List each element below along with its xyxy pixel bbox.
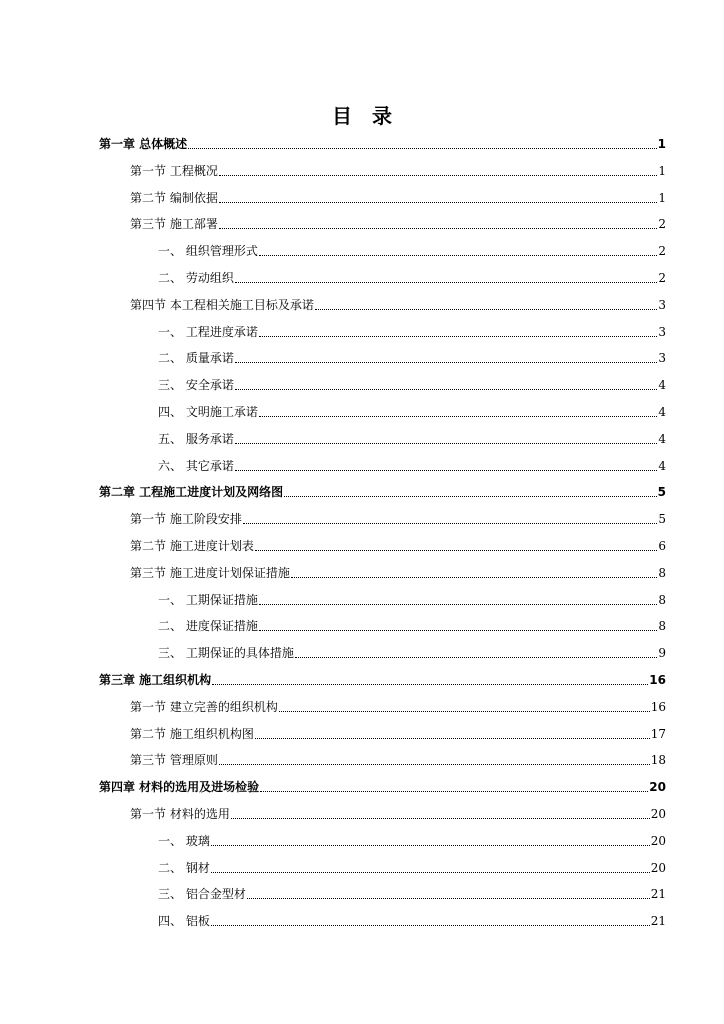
dot-leader — [219, 174, 658, 176]
toc-chapter-entry[interactable] — [99, 670, 666, 688]
toc-page-number: 20 — [650, 807, 666, 821]
toc-page-number: 2 — [658, 217, 666, 232]
toc-page-number: 21 — [650, 887, 666, 902]
toc-entry-label: 第二节 施工进度计划表 — [130, 539, 254, 553]
toc-chapter-entry[interactable] — [99, 134, 666, 152]
toc-page-number: 2 — [658, 271, 666, 285]
toc-section-entry[interactable] — [130, 724, 666, 742]
dot-leader — [219, 227, 658, 229]
toc-subsection-entry[interactable] — [158, 456, 666, 474]
dot-leader — [259, 603, 658, 605]
toc-section-entry[interactable] — [130, 161, 666, 179]
toc-page-number: 1 — [658, 190, 666, 205]
toc-page-number: 9 — [658, 646, 666, 661]
toc-page-number: 4 — [658, 458, 666, 473]
toc-entry-label: 三、 安全承诺 — [158, 378, 234, 393]
toc-entry-label: 一、 组织管理形式 — [158, 244, 258, 259]
toc-entry-label: 二、 劳动组织 — [158, 271, 234, 285]
toc-page-number: 21 — [650, 914, 666, 929]
toc-subsection-entry[interactable] — [158, 429, 666, 447]
dot-leader — [188, 147, 656, 149]
toc-subsection-entry[interactable] — [158, 402, 666, 420]
toc-entry-label: 第一节 施工阶段安排 — [130, 512, 242, 527]
toc-subsection-entry[interactable] — [158, 911, 666, 929]
dot-leader — [255, 737, 650, 739]
toc-entry-label: 五、 服务承诺 — [158, 431, 234, 446]
dot-leader — [235, 281, 658, 283]
dot-leader — [219, 763, 650, 765]
dot-leader — [295, 656, 658, 658]
toc-section-entry[interactable] — [130, 536, 666, 554]
toc-page-number: 16 — [650, 699, 666, 714]
toc-chapter-entry[interactable] — [99, 777, 666, 795]
dot-leader — [255, 549, 658, 551]
toc-page-number: 6 — [658, 539, 666, 553]
toc-entry-label: 第三节 施工部署 — [130, 217, 218, 232]
toc-entry-label: 三、 铝合金型材 — [158, 887, 246, 902]
toc-page-number: 17 — [650, 726, 666, 741]
toc-subsection-entry[interactable] — [158, 268, 666, 286]
toc-section-entry[interactable] — [130, 188, 666, 206]
dot-leader — [235, 442, 658, 444]
toc-section-entry[interactable] — [130, 697, 666, 715]
toc-page-number: 5 — [658, 512, 666, 527]
toc-section-entry[interactable] — [130, 509, 666, 527]
toc-page-number: 8 — [658, 565, 666, 580]
toc-entry-label: 四、 铝板 — [158, 914, 210, 929]
toc-entry-label: 第二章 工程施工进度计划及网络图 — [99, 485, 284, 500]
toc-subsection-entry[interactable] — [158, 858, 666, 876]
dot-leader — [235, 469, 658, 471]
toc-entry-label: 第一节 建立完善的组织机构 — [130, 699, 278, 714]
toc-entry-label: 三、 工期保证的具体措施 — [158, 646, 294, 661]
toc-section-entry[interactable] — [130, 295, 666, 313]
dot-leader — [235, 361, 658, 363]
toc-entry-label: 六、 其它承诺 — [158, 458, 234, 473]
toc-entry-label: 第三节 施工进度计划保证措施 — [130, 565, 290, 580]
toc-page-number: 3 — [658, 324, 666, 339]
toc-section-entry[interactable] — [130, 214, 666, 232]
dot-leader — [243, 522, 658, 524]
toc-entry-label: 一、 玻璃 — [158, 833, 210, 848]
toc-entry-label: 第二节 施工组织机构图 — [130, 726, 254, 741]
toc-subsection-entry[interactable] — [158, 884, 666, 902]
toc-subsection-entry[interactable] — [158, 375, 666, 393]
toc-entry-label: 二、 进度保证措施 — [158, 619, 258, 634]
toc-entry-label: 一、 工程进度承诺 — [158, 324, 258, 339]
toc-entry-label: 二、 质量承诺 — [158, 351, 234, 366]
dot-leader — [259, 335, 658, 337]
toc-page-number: 3 — [658, 297, 666, 312]
toc-page-number: 4 — [658, 431, 666, 446]
toc-section-entry[interactable] — [130, 563, 666, 581]
toc-subsection-entry[interactable] — [158, 643, 666, 661]
toc-entry-label: 第四节 本工程相关施工目标及承诺 — [130, 297, 314, 312]
toc-entry-label: 第一章 总体概述 — [99, 137, 188, 151]
dot-leader — [284, 495, 656, 497]
toc-section-entry[interactable] — [130, 804, 666, 822]
toc-title: 目 录 — [332, 104, 392, 128]
dot-leader — [315, 308, 658, 310]
toc-page-number: 20 — [649, 780, 666, 795]
toc-page-number: 8 — [658, 619, 666, 634]
dot-leader — [219, 201, 658, 203]
dot-leader — [259, 415, 658, 417]
toc-page-number: 3 — [658, 351, 666, 366]
toc-chapter-entry[interactable] — [99, 482, 666, 500]
toc-entry-label: 第四章 材料的选用及进场检验 — [99, 780, 260, 795]
toc-page-number: 1 — [657, 137, 666, 151]
toc-subsection-entry[interactable] — [158, 322, 666, 340]
toc-entry-label: 第一节 材料的选用 — [130, 807, 230, 821]
dot-leader — [291, 576, 658, 578]
toc-page-number: 1 — [658, 163, 666, 178]
dot-leader — [279, 710, 650, 712]
toc-page-number: 20 — [650, 833, 666, 848]
toc-page-number: 4 — [658, 405, 666, 419]
toc-page-number: 16 — [649, 673, 666, 687]
toc-subsection-entry[interactable] — [158, 616, 666, 634]
toc-page-number: 5 — [657, 485, 666, 500]
toc-section-entry[interactable] — [130, 750, 666, 768]
dot-leader — [211, 871, 650, 873]
toc-entry-label: 第一节 工程概况 — [130, 163, 218, 178]
dot-leader — [247, 897, 650, 899]
toc-entry-label: 第三节 管理原则 — [130, 753, 218, 768]
toc-entry-label: 一、 工期保证措施 — [158, 592, 258, 607]
toc-page-number: 2 — [658, 244, 666, 259]
toc-entry-label: 第二节 编制依据 — [130, 190, 218, 205]
toc-subsection-entry[interactable] — [158, 348, 666, 366]
dot-leader — [211, 844, 650, 846]
dot-leader — [211, 924, 650, 926]
toc-entry-label: 四、 文明施工承诺 — [158, 405, 258, 419]
toc-subsection-entry[interactable] — [158, 831, 666, 849]
toc-subsection-entry[interactable] — [158, 241, 666, 259]
toc-page-number: 20 — [650, 860, 666, 875]
dot-leader — [231, 817, 650, 819]
dot-leader — [212, 683, 648, 685]
dot-leader — [260, 790, 648, 792]
toc-page-number: 8 — [658, 592, 666, 607]
dot-leader — [259, 254, 658, 256]
dot-leader — [259, 629, 658, 631]
toc-entry-label: 二、 钢材 — [158, 860, 210, 875]
toc-page-number: 18 — [650, 753, 666, 768]
toc-subsection-entry[interactable] — [158, 590, 666, 608]
toc-entry-label: 第三章 施工组织机构 — [99, 673, 212, 687]
dot-leader — [235, 388, 658, 390]
toc-page-number: 4 — [658, 378, 666, 393]
